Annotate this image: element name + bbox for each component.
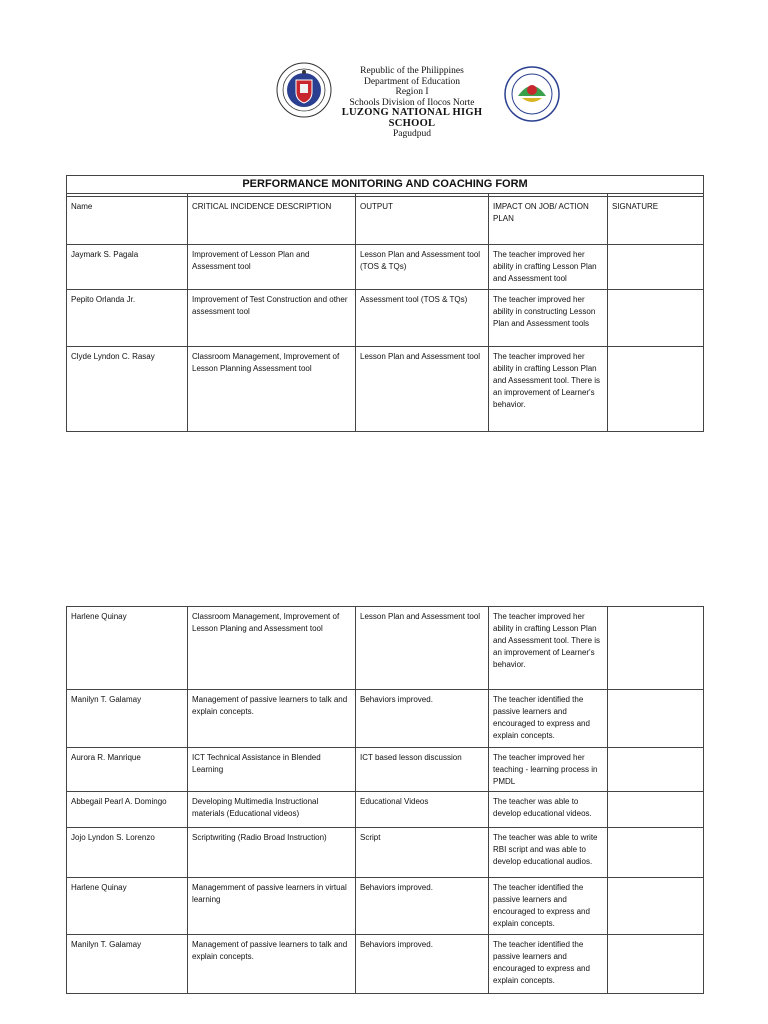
cell-description: Developing Multimedia Instructional materials (Educational videos) <box>188 792 356 828</box>
cell-signature <box>608 290 704 347</box>
cell-impact: The teacher identified the passive learners and encouraged to express and explain concepts. <box>489 690 608 748</box>
cell-description: Classroom Management, Improvement of Lesson Planning Assessment tool <box>188 347 356 432</box>
header-republic: Republic of the Philippines <box>360 66 464 76</box>
cell-signature <box>608 792 704 828</box>
cell-output: Behaviors improved. <box>356 690 489 748</box>
cell-description: Scriptwriting (Radio Broad Instruction) <box>188 828 356 878</box>
cell-output: Behaviors improved. <box>356 935 489 994</box>
cell-impact: The teacher improved her ability in crafting Lesson Plan and Assessment tool. There is an improvement of Learner's behavior. <box>489 607 608 690</box>
cell-name: Clyde Lyndon C. Rasay <box>67 347 188 432</box>
cell-name: Pepito Orlanda Jr. <box>67 290 188 347</box>
cell-output: Behaviors improved. <box>356 878 489 935</box>
cell-name: Jaymark S. Pagala <box>67 245 188 290</box>
cell-impact: The teacher improved her ability in crafting Lesson Plan and Assessment tool. There is an improvement of Learner's behavior. <box>489 347 608 432</box>
cell-signature <box>608 347 704 432</box>
cell-output: Lesson Plan and Assessment tool <box>356 607 489 690</box>
column-header-output: OUTPUT <box>356 197 489 245</box>
cell-output: Assessment tool (TOS & TQs) <box>356 290 489 347</box>
column-header-description: CRITICAL INCIDENCE DESCRIPTION <box>188 197 356 245</box>
school-seal-icon <box>504 66 560 122</box>
cell-signature <box>608 607 704 690</box>
cell-description: ICT Technical Assistance in Blended Learning <box>188 748 356 792</box>
cell-output: ICT based lesson discussion <box>356 748 489 792</box>
cell-impact: The teacher improved her ability in crafting Lesson Plan and Assessment tool <box>489 245 608 290</box>
header-text <box>332 66 492 140</box>
table-row <box>67 690 704 748</box>
cell-output: Educational Videos <box>356 792 489 828</box>
header-region: Region I <box>395 87 429 97</box>
cell-name: Harlene Quinay <box>67 607 188 690</box>
cell-description: Improvement of Test Construction and other assessment tool <box>188 290 356 347</box>
document-header <box>276 62 546 139</box>
cell-description: Management of passive learners to talk and explain concepts. <box>188 935 356 994</box>
table-row <box>67 828 704 878</box>
cell-description: Management of passive learners to talk and explain concepts. <box>188 690 356 748</box>
coaching-table-1 <box>66 175 704 432</box>
cell-impact: The teacher improved her teaching - learning process in PMDL <box>489 748 608 792</box>
cell-impact: The teacher identified the passive learners and encouraged to express and explain concepts. <box>489 935 608 994</box>
table-row <box>67 607 704 690</box>
cell-description: Classroom Management, Improvement of Lesson Planing and Assessment tool <box>188 607 356 690</box>
cell-description: Managemment of passive learners in virtual learning <box>188 878 356 935</box>
cell-name: Aurora R. Manrique <box>67 748 188 792</box>
column-header-signature: SIGNATURE <box>608 197 704 245</box>
table-row <box>67 290 704 347</box>
table-row <box>67 935 704 994</box>
form-title: PERFORMANCE MONITORING AND COACHING FORM <box>67 176 704 194</box>
coaching-table-2 <box>66 606 704 994</box>
cell-signature <box>608 828 704 878</box>
cell-name: Harlene Quinay <box>67 878 188 935</box>
table-row <box>67 792 704 828</box>
header-department: Department of Education <box>363 76 461 87</box>
table-row <box>67 245 704 290</box>
header-town: Pagudpud <box>393 129 431 139</box>
cell-name: Jojo Lyndon S. Lorenzo <box>67 828 188 878</box>
cell-output: Lesson Plan and Assessment tool (TOS & TQs) <box>356 245 489 290</box>
cell-impact: The teacher improved her ability in constructing Lesson Plan and Assessment tools <box>489 290 608 347</box>
header-division: Schools Division of Ilocos Norte <box>349 97 475 108</box>
cell-signature <box>608 878 704 935</box>
cell-impact: The teacher identified the passive learners and encouraged to express and explain concepts. <box>489 878 608 935</box>
cell-signature <box>608 935 704 994</box>
cell-signature <box>608 245 704 290</box>
column-header-impact: IMPACT ON JOB/ ACTION PLAN <box>489 197 608 245</box>
header-school-name: LUZONG NATIONAL HIGH SCHOOL <box>341 107 483 129</box>
table-row <box>67 748 704 792</box>
cell-name: Abbegail Pearl A. Domingo <box>67 792 188 828</box>
cell-impact: The teacher was able to write RBI script and was able to develop educational audios. <box>489 828 608 878</box>
cell-signature <box>608 748 704 792</box>
cell-signature <box>608 690 704 748</box>
cell-output: Script <box>356 828 489 878</box>
column-header-name: Name <box>67 197 188 245</box>
cell-output: Lesson Plan and Assessment tool <box>356 347 489 432</box>
table-row <box>67 347 704 432</box>
table-header-row <box>67 197 704 245</box>
cell-name: Manilyn T. Galamay <box>67 935 188 994</box>
table-row <box>67 878 704 935</box>
cell-description: Improvement of Lesson Plan and Assessment tool <box>188 245 356 290</box>
cell-name: Manilyn T. Galamay <box>67 690 188 748</box>
cell-impact: The teacher was able to develop educational videos. <box>489 792 608 828</box>
deped-seal-icon <box>276 62 332 118</box>
